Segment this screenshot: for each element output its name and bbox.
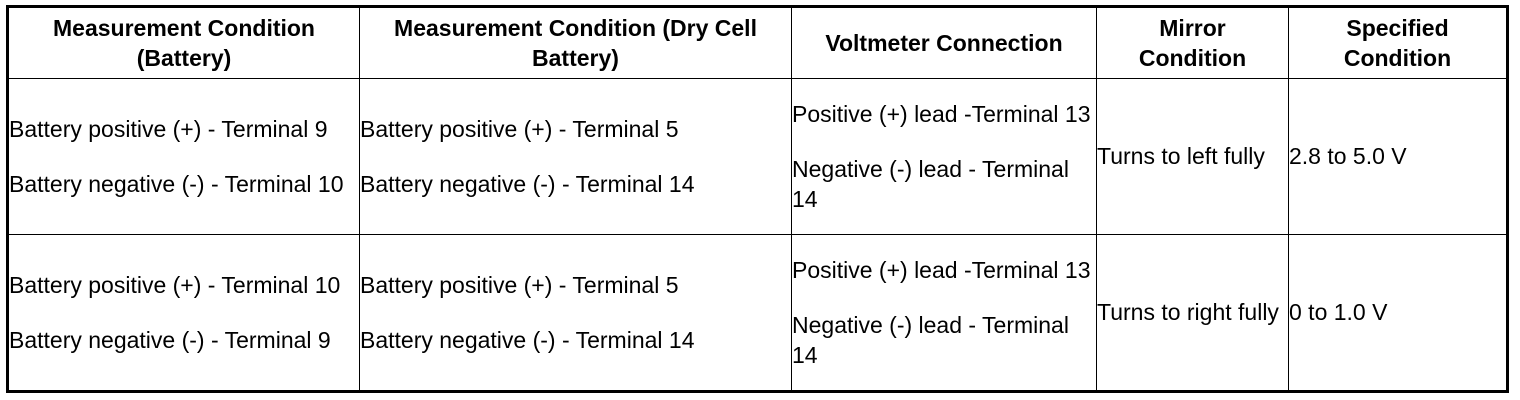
specification-table	[6, 5, 1509, 393]
table-header	[8, 7, 1508, 79]
header-voltmeter-connection: Voltmeter Connection	[792, 7, 1097, 79]
table-row	[8, 234, 1508, 391]
voltmeter-negative-text: Negative (-) lead - Terminal 14	[792, 311, 1069, 368]
dry-cell-condition-cell	[360, 234, 792, 391]
dry-cell-negative-text: Battery negative (-) - Terminal 14	[360, 326, 695, 353]
mirror-condition-cell: Turns to right fully	[1097, 234, 1289, 391]
voltmeter-positive-text: Positive (+) lead -Terminal 13	[792, 256, 1091, 283]
header-specified-condition: Specified Condition	[1289, 7, 1508, 79]
battery-condition-cell	[8, 234, 360, 391]
header-mirror-condition: Mirror Condition	[1097, 7, 1289, 79]
specified-condition-cell: 0 to 1.0 V	[1289, 234, 1508, 391]
specified-condition-cell: 2.8 to 5.0 V	[1289, 79, 1508, 235]
dry-cell-condition-cell	[360, 79, 792, 235]
dry-cell-negative-text: Battery negative (-) - Terminal 14	[360, 170, 695, 197]
header-measurement-dry-cell: Measurement Condition (Dry Cell Battery)	[360, 7, 792, 79]
battery-positive-text: Battery positive (+) - Terminal 9	[9, 115, 328, 142]
mirror-condition-cell: Turns to left fully	[1097, 79, 1289, 235]
battery-negative-text: Battery negative (-) - Terminal 9	[9, 326, 331, 353]
battery-positive-text: Battery positive (+) - Terminal 10	[9, 271, 341, 298]
voltmeter-positive-text: Positive (+) lead -Terminal 13	[792, 100, 1091, 127]
header-measurement-battery: Measurement Condition (Battery)	[8, 7, 360, 79]
voltmeter-negative-text: Negative (-) lead - Terminal 14	[792, 155, 1069, 212]
voltmeter-connection-cell	[792, 234, 1097, 391]
battery-condition-cell	[8, 79, 360, 235]
dry-cell-positive-text: Battery positive (+) - Terminal 5	[360, 115, 679, 142]
battery-negative-text: Battery negative (-) - Terminal 10	[9, 170, 344, 197]
voltmeter-connection-cell	[792, 79, 1097, 235]
table-body	[8, 79, 1508, 392]
header-row	[8, 7, 1508, 79]
table-row	[8, 79, 1508, 235]
dry-cell-positive-text: Battery positive (+) - Terminal 5	[360, 271, 679, 298]
